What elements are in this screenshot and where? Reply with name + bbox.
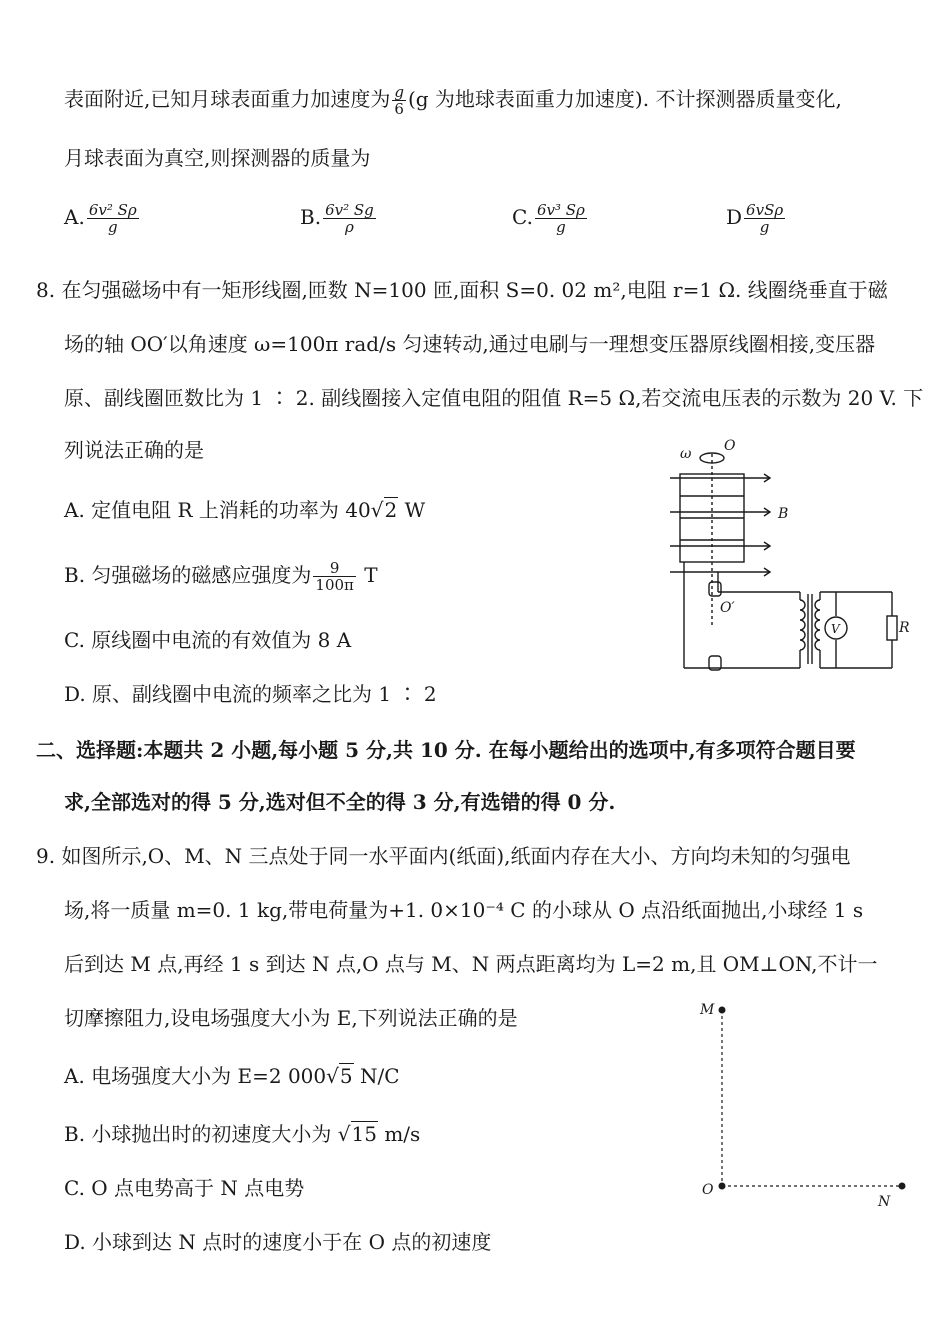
sqrt-arg: 15 — [351, 1122, 377, 1146]
point-o — [719, 1183, 726, 1190]
frac-num: g — [394, 83, 404, 101]
point-m — [719, 1007, 726, 1014]
option-fraction — [535, 202, 587, 235]
voltmeter-label: V — [831, 622, 840, 636]
q8-circuit-figure — [660, 432, 910, 682]
q8-option-a[interactable]: A. 定值电阻 R 上消耗的功率为 40√2 W — [64, 498, 426, 522]
sqrt-arg: 2 — [384, 498, 398, 522]
q7-option-a[interactable] — [64, 202, 141, 235]
frac-num: 6v³ Sρ — [536, 201, 585, 219]
frac-den: ρ — [344, 218, 354, 236]
frac-num: 6vSρ — [746, 201, 784, 219]
label-m: M — [700, 1002, 715, 1018]
resistor-r-label: R — [899, 620, 910, 636]
q9-option-a[interactable]: A. 电场强度大小为 E=2 000√5 N/C — [64, 1064, 400, 1088]
q9-line4: 切摩擦阻力,设电场强度大小为 E,下列说法正确的是 — [64, 1006, 518, 1030]
axis-o-label: O — [724, 438, 736, 454]
q8-option-b[interactable] — [64, 560, 378, 593]
q9-optA-text: A. 电场强度大小为 E=2 000 — [64, 1064, 327, 1088]
q9-line2: 场,将一质量 m=0. 1 kg,带电荷量为+1. 0×10⁻⁴ C 的小球从 O 点沿纸面抛出,小球经 1 s — [64, 898, 864, 922]
frac-num: 9 — [313, 560, 356, 577]
label-n: N — [878, 1194, 891, 1210]
q7-option-b[interactable] — [300, 202, 378, 235]
option-label: A. — [64, 205, 85, 229]
q8-optA-text: A. 定值电阻 R 上消耗的功率为 40 — [64, 498, 371, 522]
q7-line1-pre: 表面附近,已知月球表面重力加速度为 — [64, 87, 391, 111]
frac-den: 100π — [315, 576, 354, 594]
option-fraction — [87, 202, 139, 235]
q9-optA-unit: N/C — [353, 1064, 400, 1088]
sqrt-arg: 5 — [339, 1064, 353, 1088]
frac-den: 6 — [394, 100, 404, 118]
q9-option-d[interactable]: D. 小球到达 N 点时的速度小于在 O 点的初速度 — [64, 1230, 492, 1254]
q7-option-c[interactable] — [512, 202, 589, 235]
q7-line1 — [64, 84, 842, 117]
q8-line3: 原、副线圈匝数比为 1 ∶ 2. 副线圈接入定值电阻的阻值 R=5 Ω,若交流电压表的示数为 20 V. 下 — [64, 386, 924, 410]
omega-label: ω — [680, 446, 692, 462]
option-label: B. — [300, 205, 322, 229]
option-label: D — [726, 205, 743, 229]
q8-option-c[interactable]: C. 原线圈中电流的有效值为 8 A — [64, 628, 352, 652]
q8-line1: 8. 在匀强磁场中有一矩形线圈,匝数 N=100 匝,面积 S=0. 02 m²,电阻 r=1 Ω. 线圈绕垂直于磁 — [36, 278, 888, 302]
q8-optB-text: B. 匀强磁场的磁感应强度为 — [64, 563, 312, 587]
q7-line1-post: (g 为地球表面重力加速度). 不计探测器质量变化, — [407, 87, 842, 111]
option-label: C. — [512, 205, 533, 229]
frac-den: g — [556, 218, 566, 236]
section2-line2: 求,全部选对的得 5 分,选对但不全的得 3 分,有选错的得 0 分. — [64, 790, 616, 814]
q9-line3: 后到达 M 点,再经 1 s 到达 N 点,O 点与 M、N 两点距离均为 L=2 m,且 OM⊥ON,不计一 — [64, 952, 878, 976]
q9-optB-unit: m/s — [377, 1122, 421, 1146]
q8-line4: 列说法正确的是 — [64, 438, 204, 462]
frac-num: 6v² Sρ — [88, 201, 137, 219]
point-n — [899, 1183, 906, 1190]
frac-den: g — [107, 218, 118, 236]
section2-line1: 二、选择题:本题共 2 小题,每小题 5 分,共 10 分. 在每小题给出的选项中,有多项符合题目要 — [36, 738, 856, 762]
option-fraction — [744, 202, 785, 235]
q8-optA-unit: W — [398, 498, 426, 522]
option-fraction — [323, 202, 376, 235]
q8-optB-unit: T — [357, 563, 378, 587]
q9-optB-text: B. 小球抛出时的初速度大小为 — [64, 1122, 338, 1146]
q8-option-d[interactable]: D. 原、副线圈中电流的频率之比为 1 ∶ 2 — [64, 682, 437, 706]
g-over-6-fraction — [392, 84, 406, 117]
q7-option-d[interactable] — [726, 202, 787, 235]
q8-optB-fraction — [313, 560, 356, 593]
q8-line2: 场的轴 OO′以角速度 ω=100π rad/s 匀速转动,通过电刷与一理想变压器原线圈相接,变压器 — [64, 332, 876, 356]
q7-line2: 月球表面为真空,则探测器的质量为 — [64, 146, 371, 170]
label-o: O — [702, 1182, 714, 1198]
q9-option-b[interactable]: B. 小球抛出时的初速度大小为 √15 m/s — [64, 1122, 421, 1146]
q9-line1: 9. 如图所示,O、M、N 三点处于同一水平面内(纸面),纸面内存在大小、方向均未知的匀强电 — [36, 844, 851, 868]
field-b-label: B — [778, 506, 789, 522]
axis-oprime-label: O′ — [720, 600, 735, 616]
q9-option-c[interactable]: C. O 点电势高于 N 点电势 — [64, 1176, 305, 1200]
q9-omn-figure — [690, 996, 920, 1216]
frac-num: 6v² Sg — [325, 201, 374, 219]
frac-den: g — [759, 218, 770, 236]
